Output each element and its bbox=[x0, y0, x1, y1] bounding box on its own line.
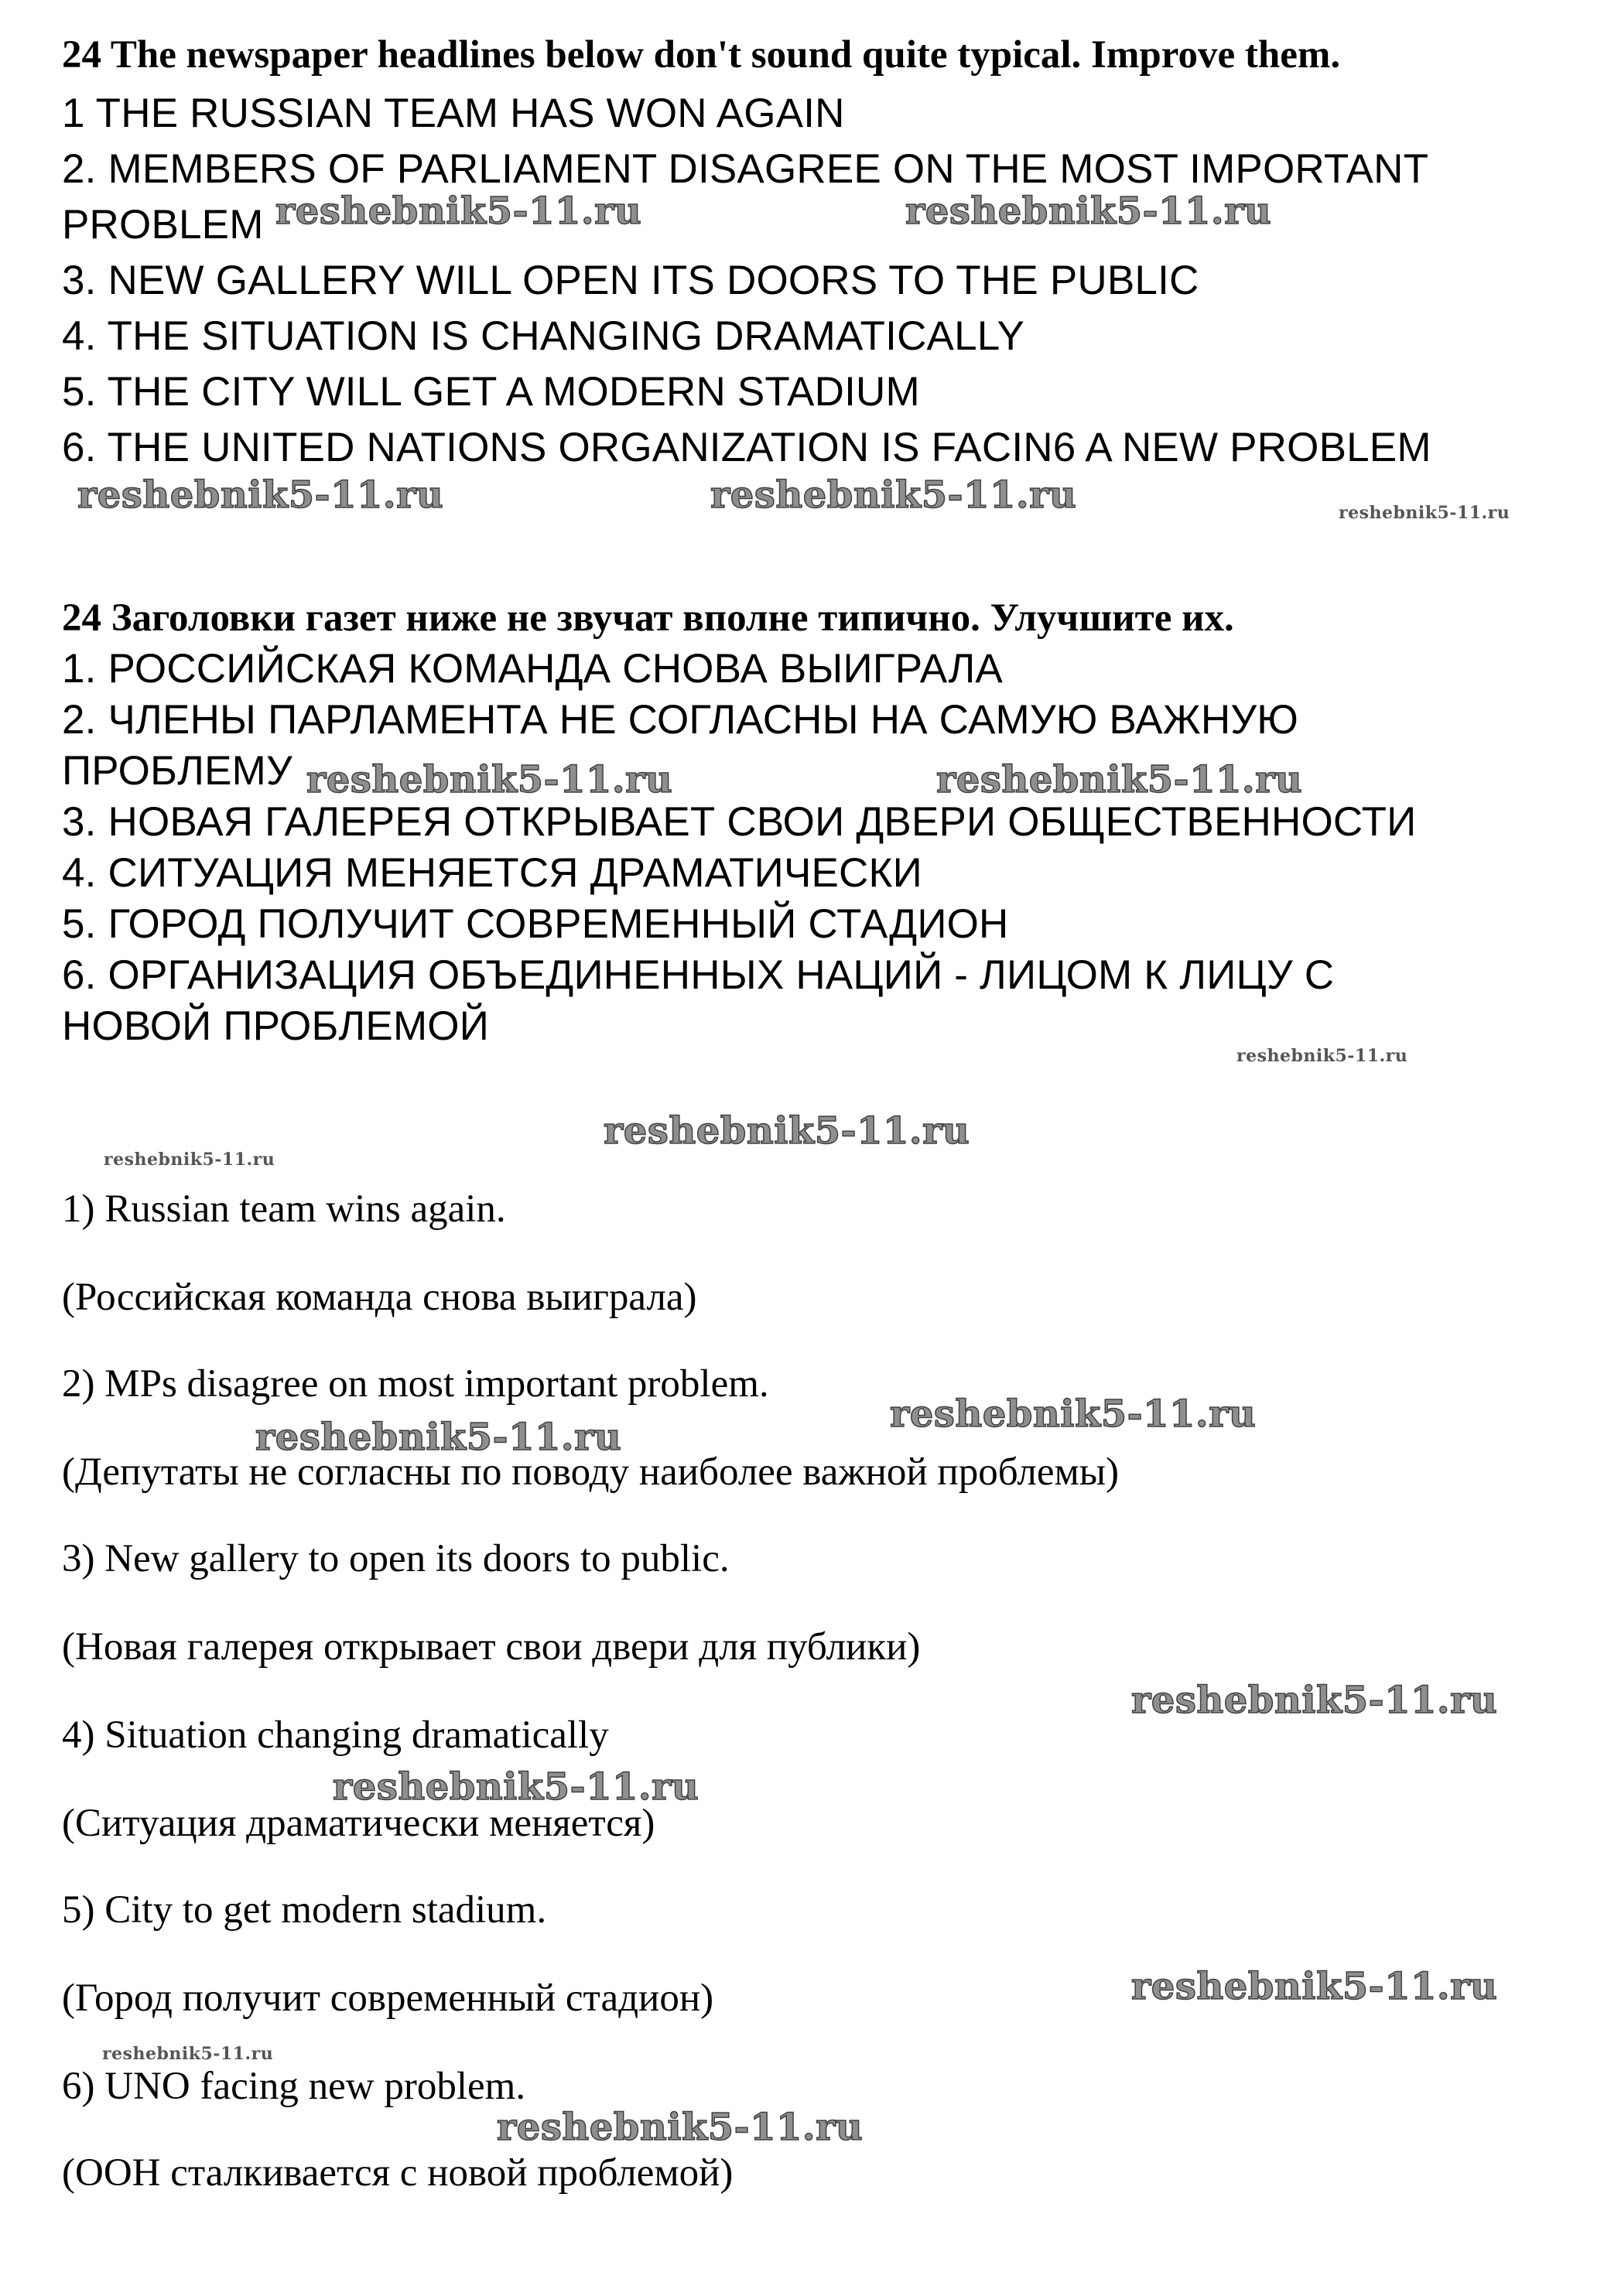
task-item-ru-6-cont: НОВОЙ ПРОБЛЕМОЙ bbox=[62, 1003, 490, 1049]
task-item-ru-5: 5. ГОРОД ПОЛУЧИТ СОВРЕМЕННЫЙ СТАДИОН bbox=[62, 901, 1009, 947]
watermark: reshebnik5-11.ru bbox=[104, 1150, 275, 1170]
answer-6-en: 6) UNO facing new problem. bbox=[62, 2065, 526, 2108]
task-item-ru-6: 6. ОРГАНИЗАЦИЯ ОБЪЕДИНЕННЫХ НАЦИЙ - ЛИЦОМ К ЛИЦУ С bbox=[62, 952, 1335, 998]
watermark: reshebnik5-11.ru bbox=[1131, 1679, 1498, 1722]
watermark: reshebnik5-11.ru bbox=[255, 1416, 622, 1459]
answer-6-ru: (ООН сталкивается с новой проблемой) bbox=[62, 2151, 734, 2195]
task-title-en: 24 The newspaper headlines below don't sound quite typical. Improve them. bbox=[62, 33, 1341, 77]
task-item-ru-2: 2. ЧЛЕНЫ ПАРЛАМЕНТА НЕ СОГЛАСНЫ НА САМУЮ ВАЖНУЮ bbox=[62, 697, 1298, 743]
task-item-en-2: 2. MEMBERS OF PARLIAMENT DISAGREE ON THE MOST IMPORTANT bbox=[62, 146, 1429, 192]
answer-2-ru: (Депутаты не согласны по поводу наиболее важной проблемы) bbox=[62, 1450, 1119, 1494]
answer-4-en: 4) Situation changing dramatically bbox=[62, 1713, 609, 1757]
watermark: reshebnik5-11.ru bbox=[905, 190, 1272, 233]
task-item-ru-3: 3. НОВАЯ ГАЛЕРЕЯ ОТКРЫВАЕТ СВОИ ДВЕРИ ОБЩЕСТВЕННОСТИ bbox=[62, 799, 1417, 845]
task-title-ru: 24 Заголовки газет ниже не звучат вполне типично. Улучшите их. bbox=[62, 596, 1234, 640]
task-item-en-3: 3. NEW GALLERY WILL OPEN ITS DOORS TO THE PUBLIC bbox=[62, 258, 1199, 303]
answer-3-ru: (Новая галерея открывает свои двери для публики) bbox=[62, 1625, 921, 1669]
answer-1-ru: (Российская команда снова выиграла) bbox=[62, 1276, 697, 1319]
watermark: reshebnik5-11.ru bbox=[333, 1765, 699, 1809]
watermark: reshebnik5-11.ru bbox=[1131, 1965, 1498, 2008]
answer-3-en: 3) New gallery to open its doors to public. bbox=[62, 1537, 730, 1580]
task-item-ru-4: 4. СИТУАЦИЯ МЕНЯЕТСЯ ДРАМАТИЧЕСКИ bbox=[62, 850, 922, 896]
answer-2-en: 2) MPs disagree on most important problem. bbox=[62, 1362, 769, 1406]
answer-5-en: 5) City to get modern stadium. bbox=[62, 1888, 547, 1932]
watermark: reshebnik5-11.ru bbox=[275, 190, 642, 233]
watermark: reshebnik5-11.ru bbox=[1236, 1046, 1408, 1066]
watermark: reshebnik5-11.ru bbox=[1339, 503, 1510, 523]
task-item-ru-1: 1. РОССИЙСКАЯ КОМАНДА СНОВА ВЫИГРАЛА bbox=[62, 646, 1003, 692]
watermark: reshebnik5-11.ru bbox=[77, 473, 444, 517]
answer-5-ru: (Город получит современный стадион) bbox=[62, 1977, 714, 2020]
answer-1-en: 1) Russian team wins again. bbox=[62, 1187, 506, 1231]
task-item-en-4: 4. THE SITUATION IS CHANGING DRAMATICALLY bbox=[62, 313, 1025, 359]
watermark: reshebnik5-11.ru bbox=[710, 473, 1077, 517]
watermark: reshebnik5-11.ru bbox=[306, 758, 673, 801]
task-item-en-2-cont: PROBLEM bbox=[62, 202, 264, 248]
task-item-en-1: 1 THE RUSSIAN TEAM HAS WON AGAIN bbox=[62, 91, 845, 136]
answer-4-ru: (Ситуация драматически меняется) bbox=[62, 1802, 655, 1845]
watermark: reshebnik5-11.ru bbox=[497, 2106, 864, 2149]
task-item-ru-2-cont: ПРОБЛЕМУ bbox=[62, 748, 292, 794]
task-item-en-6: 6. THE UNITED NATIONS ORGANIZATION IS FACIN6 A NEW PROBLEM bbox=[62, 425, 1431, 470]
watermark: reshebnik5-11.ru bbox=[890, 1392, 1257, 1436]
task-item-en-5: 5. THE CITY WILL GET A MODERN STADIUM bbox=[62, 369, 920, 415]
watermark: reshebnik5-11.ru bbox=[102, 2044, 274, 2064]
watermark: reshebnik5-11.ru bbox=[936, 758, 1303, 801]
watermark: reshebnik5-11.ru bbox=[604, 1109, 970, 1153]
